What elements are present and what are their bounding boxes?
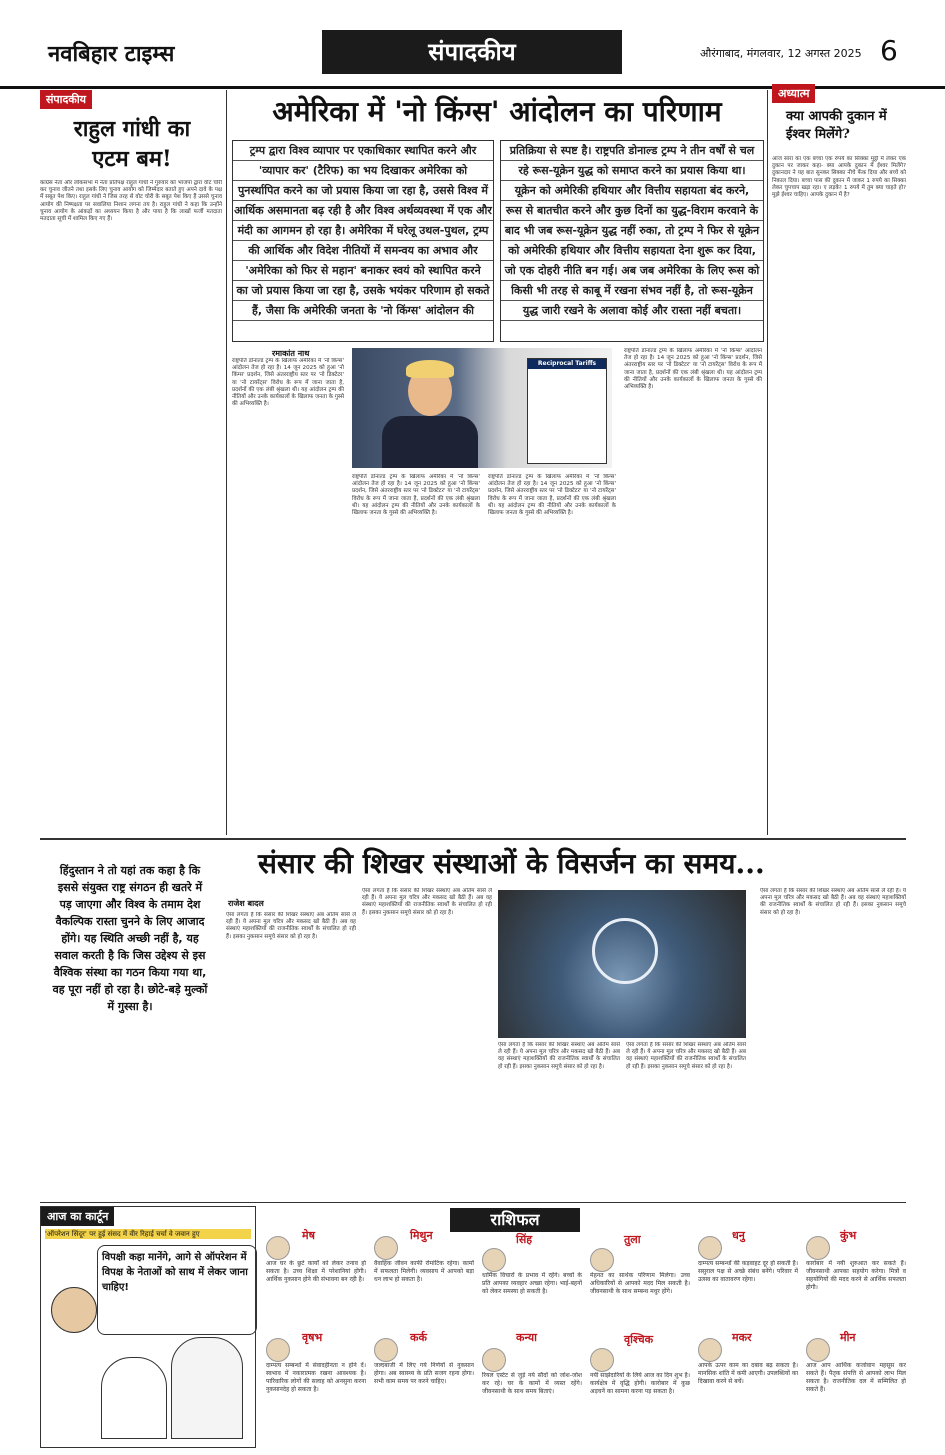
byline: रमाकांत नाथ	[272, 349, 310, 358]
rashi-text: जल्दबाजी में लिए गये निर्णयों से नुकसान होगा। अब स्वास्थ्य के प्रति सजग रहना होगा। सभी काम समय पर करने चाहिए।	[374, 1362, 474, 1385]
virgo-icon	[482, 1348, 506, 1372]
rashi-text: रियल एस्टेट से जुड़े नये सौदों को जोश-जोश कर रहे। घर के कामों में व्यस्त रहेंगे। जीवनसाथी के साथ समय बिताएं।	[482, 1372, 582, 1395]
rashi-text: धार्मिक विचारों के प्रभाव में रहेंगे। बच्चों के प्रति आपका व्यवहार अच्छा रहेगा। भाई-बहनों को लेकर समस्या हो सकती है।	[482, 1272, 582, 1295]
rashi-text: मेहनत का सार्थक परिणाम मिलेगा। उच्च अधिकारियों से आपको मदद मिल सकती है। जीवनसाथी के साथ सम्बन्ध मधुर होंगे।	[590, 1272, 690, 1295]
main-body-2: राष्ट्रपति डोनाल्ड ट्रम्प के खिलाफ अमेरिका में 'नो किंग्स' आंदोलन तेज हो रहा है। 14 जून 2025 को हुआ 'नो किंग्स' प्रदर्शन, जिसे अंतरराष्ट्रीय स्तर पर 'नो डिक्टेटर' या 'नो टायरेंट्स' विरोध के रूप में जाना जाता है, प्रदर्शनों की एक लंबी श्रृंखला थी। यह आंदोलन ट्रम्प की नीतियों और उनके कार्यकालों के खिलाफ जनता के गुस्से की अभिव्यक्ति है।	[352, 474, 480, 517]
highlight-line: रूस से बातचीत करने और कुछ दिनों का युद्ध-विराम करवाने के	[501, 201, 763, 221]
second-body-2: ऐसा लगता है कि संसार की शिखर संस्थाएं अब अंतिम सांसें ले रही हैं। ये अपना मूल चरित्र और मकसद खो बैठी हैं। अब वह संस्थाएं महाशक्तियों की राजनीतिक स्वार्थों के संचालित हो रही हैं। इसका नुकसान समूचे संसार को हो रहा है।	[362, 888, 492, 916]
rashi-name: मेष	[302, 1229, 315, 1242]
main-body-1: राष्ट्रपति डोनाल्ड ट्रम्प के खिलाफ अमेरिका में 'नो किंग्स' आंदोलन तेज हो रहा है। 14 जून 2025 को हुआ 'नो किंग्स' प्रदर्शन, जिसे अंतरराष्ट्रीय स्तर पर 'नो डिक्टेटर' या 'नो टायरेंट्स' विरोध के रूप में जाना जाता है, प्रदर्शनों की एक लंबी श्रृंखला थी। यह आंदोलन ट्रम्प की नीतियों और उनके कार्यकालों के खिलाफ जनता के गुस्से की अभिव्यक्ति है।	[232, 358, 344, 408]
highlight-line: पुनर्स्थापित करने का जो प्रयास किया जा रहा है, उससे विश्व में	[233, 181, 493, 201]
left-editorial	[40, 90, 222, 835]
pisces-icon	[806, 1338, 830, 1362]
highlight-line: प्रतिक्रिया से स्पष्ट है। राष्ट्रपति डोनाल्ड ट्रम्प ने तीन वर्षों से चल	[501, 141, 763, 161]
right-headline: क्या आपकी दुकान में ईश्वर मिलेंगे?	[786, 109, 887, 142]
tariff-board-title: Reciprocal Tariffs	[528, 359, 606, 369]
aries-icon	[266, 1236, 290, 1260]
main-body-3: राष्ट्रपति डोनाल्ड ट्रम्प के खिलाफ अमेरिका में 'नो किंग्स' आंदोलन तेज हो रहा है। 14 जून 2025 को हुआ 'नो किंग्स' प्रदर्शन, जिसे अंतरराष्ट्रीय स्तर पर 'नो डिक्टेटर' या 'नो टायरेंट्स' विरोध के रूप में जाना जाता है, प्रदर्शनों की एक लंबी श्रृंखला थी। यह आंदोलन ट्रम्प की नीतियों और उनके कार्यकालों के खिलाफ जनता के गुस्से की अभिव्यक्ति है।	[488, 474, 616, 517]
highlight-line: को अमेरिकी हथियार और वित्तीय सहायता देना शुरू कर दिया,	[501, 241, 763, 261]
divider	[767, 90, 768, 835]
sagittarius-icon	[698, 1236, 722, 1260]
section-tag: संपादकीय	[40, 90, 92, 109]
rashifal-title: राशिफल	[450, 1208, 580, 1232]
rashi-name: तुला	[624, 1233, 641, 1246]
highlight-line: ट्रम्प द्वारा विश्व व्यापार पर एकाधिकार स्थापित करने और	[233, 141, 493, 161]
cartoon-box	[40, 1206, 256, 1448]
libra-icon	[590, 1248, 614, 1272]
highlight-line: का जो प्रयास किया जा रहा है, उसके भयंकर परिणाम हो सकते	[233, 281, 493, 301]
second-body-5: ऐसा लगता है कि संसार की शिखर संस्थाएं अब अंतिम सांसें ले रही हैं। ये अपना मूल चरित्र और मकसद खो बैठी हैं। अब वह संस्थाएं महाशक्तियों की राजनीतिक स्वार्थों के संचालित हो रही हैं। इसका नुकसान समूचे संसार को हो रहा है।	[760, 888, 906, 916]
cartoon-caption: 'ऑपरेशन सिंदूर' पर हुई संसद में वीर रिहाई चर्चा वे जवान हुए	[45, 1229, 251, 1239]
masthead	[0, 0, 945, 89]
second-byline: राजेश बादल	[228, 899, 264, 908]
section-title: संपादकीय	[322, 30, 622, 74]
main-headline: अमेरिका में 'नो किंग्स' आंदोलन का परिणाम	[272, 95, 722, 128]
main-editorial	[232, 90, 762, 835]
highlight-line: 'अमेरिका को फिर से महान' बनाकर स्वयं को स्थापित करने	[233, 261, 493, 281]
rashifal-grid	[262, 1229, 906, 1446]
highlight-line: जो एक दोहरी नीति बन गई। अब जब अमेरिका के लिए रूस को	[501, 261, 763, 281]
highlight-line: मंदी का आगमन हो रहा है। अमेरिका में घरेलू उथल-पुथल, ट्रम्प	[233, 221, 493, 241]
aquarius-icon	[806, 1236, 830, 1260]
rashi-text: आज आप आर्थिक कर्जावान महसूस कर सकते हैं। पैतृक संपत्ति से आपको लाभ मिल सकता है। राजनीतिक दल में सम्मिलित हो सकते हैं।	[806, 1362, 906, 1393]
cancer-icon	[374, 1338, 398, 1362]
person-suit	[382, 416, 478, 468]
highlight-line: आर्थिक असमानता बढ़ रही है और विश्व अर्थव्यवस्था में एक और	[233, 201, 493, 221]
rashi-name: धनु	[732, 1229, 745, 1242]
rashi-name: वृश्चिक	[624, 1333, 654, 1346]
highlight-line: किसी भी तरह से काबू में रखना संभव नहीं है, तो रूस-यूक्रेन	[501, 281, 763, 301]
rashi-name: कर्क	[410, 1331, 427, 1344]
highlight-right	[500, 140, 764, 342]
highlight-line: यूक्रेन को अमेरिकी हथियार और वित्तीय सहायता बंद करने,	[501, 181, 763, 201]
speech-bubble: विपक्षी कहा मानेंगे, आगे से ऑपरेशन में विपक्ष के नेताओं को साथ में लेकर जाना चाहिए!	[97, 1245, 257, 1335]
pullquote: हिंदुस्तान ने तो यहां तक कहा है कि इससे संयुक्त राष्ट्र संगठन ही खतरे में पड़ जाएगा और विश्व के तमाम देश वैकल्पिक रास्ता चुनने के लिए आजाद होंगे। यह स्थिति अच्छी नहीं है, यह सवाल करती है कि जिस उद्देश्य से इस वैश्विक संस्था का गठन किया गया था, वह पूरा नहीं हो रहा है। छोटे-बड़े मुल्कों में गुस्सा है।	[52, 864, 208, 1013]
rashi-text: आपके ऊपर काम का दबाव बढ़ सकता है। मानसिक शांति में कमी आएगी। उपलब्धियों का दिखावा करने से बचें।	[698, 1362, 798, 1385]
rashi-name: कन्या	[516, 1331, 537, 1344]
divider	[226, 90, 227, 835]
issue-date: औरंगाबाद, मंगलवार, 12 अगस्त 2025	[700, 47, 862, 60]
newspaper-name: नवबिहार टाइम्स	[48, 41, 175, 67]
rashi-text: आज घर के छुटे कार्यों को लेकर तनाव हो सकता है। उच्च शिक्षा में परेशानियां होंगी। आर्थिक नुकसान होने की संभावना बन रही है।	[266, 1260, 366, 1283]
rashi-text: कारोबार में नयी शुरुआत कर सकते हैं। जीवनसाथी आपका सहयोग करेगा। मित्रों व सहयोगियों की मदद करने से आर्थिक सफलता होगी।	[806, 1260, 906, 1291]
page-number: 6	[880, 34, 898, 67]
taurus-icon	[266, 1338, 290, 1362]
right-body: आज सारा का एक बच्चा एक रुपये का सिक्का मुट्ठी में लेकर एक दुकान पर जाकर कहा- क्या आपके दुकान में ईश्वर मिलेंगे? दुकानदार ने यह बात सुनकर सिक्का नीचे फेंक दिया और बच्चे को निकाल दिया। बच्चा पास की दुकान में जाकर 1 रुपये का सिक्का लेकर चुपचाप खड़ा रहा। ए लड़के! 1 रुपये में तुम क्या चाहते हो? मुझे ईश्वर चाहिए। आपके दुकान में है?	[772, 156, 906, 199]
cartoon-figure-icon	[51, 1287, 97, 1333]
cartoon-figure-icon	[101, 1357, 167, 1439]
cartoon-figure-icon	[171, 1337, 243, 1439]
rashi-name: वृषभ	[302, 1331, 323, 1344]
highlight-line: 'व्यापार कर' (टैरिफ) का भय दिखाकर अमेरिका को	[233, 161, 493, 181]
rashi-name: मिथुन	[410, 1229, 433, 1242]
highlight-line: युद्ध जारी रखने के अलावा कोई और रास्ता नहीं बचता।	[501, 301, 763, 321]
rashi-name: सिंह	[516, 1233, 533, 1246]
un-emblem-icon	[592, 918, 658, 984]
rashi-text: नयी साझेदारियों के लिये आज का दिन शुभ है। कार्यक्षेत्र में वृद्धि होगी। कारोबार में कुछ अड़चनें का सामना करना पड़ सकता है।	[590, 1372, 690, 1395]
un-assembly-photo	[498, 890, 746, 1038]
left-headline: राहुल गांधी का एटम बम!	[73, 116, 191, 172]
section-divider	[40, 838, 906, 840]
second-body-4: ऐसा लगता है कि संसार की शिखर संस्थाएं अब अंतिम सांसें ले रही हैं। ये अपना मूल चरित्र और मकसद खो बैठी हैं। अब वह संस्थाएं महाशक्तियों की राजनीतिक स्वार्थों के संचालित हो रही हैं। इसका नुकसान समूचे संसार को हो रहा है।	[626, 1042, 746, 1070]
highlight-line: बाद भी जब रूस-यूक्रेन युद्ध नहीं रुका, तो ट्रम्प ने फिर से यूक्रेन	[501, 221, 763, 241]
cartoon-tag: आज का कार्टून	[41, 1207, 114, 1226]
rashi-text: वैवाहिक जीवन काफी रोमांटिक रहेगा। कामों में सफलता मिलेगी। व्यवसाय में आपको बड़ा धन लाभ हो सकता है।	[374, 1260, 474, 1283]
main-body-4: राष्ट्रपति डोनाल्ड ट्रम्प के खिलाफ अमेरिका में 'नो किंग्स' आंदोलन तेज हो रहा है। 14 जून 2025 को हुआ 'नो किंग्स' प्रदर्शन, जिसे अंतरराष्ट्रीय स्तर पर 'नो डिक्टेटर' या 'नो टायरेंट्स' विरोध के रूप में जाना जाता है, प्रदर्शनों की एक लंबी श्रृंखला थी। यह आंदोलन ट्रम्प की नीतियों और उनके कार्यकालों के खिलाफ जनता के गुस्से की अभिव्यक्ति है।	[624, 348, 762, 391]
left-body: कांग्रेस नेता और लोकसभा में नेता प्रतिपक्ष राहुल गांधी ने गुरुवार को भाजपा द्वारा वोट चोरी कर चुनाव जीतने तथा इसके लिए चुनाव आयोग को जिम्मेदार बताते हुए अपने दावे के पक्ष में सबूत पेश किए। राहुल गांधी ने जिस तरह से वोट चोरी के सबूत पेश किए हैं उससे चुनाव आयोग की निष्पक्षता पर सवालिया निशान लगना तय है। राहुल गांधी ने कहा कि उन्होंने चुनाव आयोग के आंकड़ों का अध्ययन किया है और पाया है कि लाखों फर्जी मतदाता मतदाता सूची में शामिल किए गए हैं।	[40, 180, 222, 223]
section-tag: अध्यात्म	[772, 84, 815, 103]
second-body-1: ऐसा लगता है कि संसार की शिखर संस्थाएं अब अंतिम सांसें ले रही हैं। ये अपना मूल चरित्र और मकसद खो बैठी हैं। अब वह संस्थाएं महाशक्तियों की राजनीतिक स्वार्थों के संचालित हो रही हैं। इसका नुकसान समूचे संसार को हो रहा है।	[226, 912, 356, 940]
highlight-line: रहे रूस-यूक्रेन युद्ध को समाप्त करने का प्रयास किया था।	[501, 161, 763, 181]
second-headline: संसार की शिखर संस्थाओं के विसर्जन का समय...	[258, 847, 765, 880]
highlight-line: की आर्थिक और विदेश नीतियों में समन्वय का अभाव और	[233, 241, 493, 261]
rashi-text: दाम्पत्य सम्बन्धों की कड़वाहट दूर हो सकती है। ससुराल पक्ष से अच्छे संबंध बनेंगे। परिवार में उत्सव का वातावरण रहेगा।	[698, 1260, 798, 1283]
trump-photo	[352, 348, 612, 468]
rashi-name: कुंभ	[840, 1229, 857, 1242]
rashi-name: मीन	[840, 1331, 856, 1344]
leo-icon	[482, 1248, 506, 1272]
rashi-text: दाम्पत्य सम्बन्धों में संवादहीनता न होने दें। स्वभाव में नकारात्मक रखना आवश्यक है। पारिवारिक लोगों की सलाह को अनसुना करना नुकसानदेह हो सकता है।	[266, 1362, 366, 1393]
gemini-icon	[374, 1236, 398, 1260]
tariff-board	[527, 358, 607, 464]
highlight-line: हैं, जैसा कि अमेरिकी जनता के 'नो किंग्स' आंदोलन की	[233, 301, 493, 321]
person-hair	[406, 360, 454, 378]
right-column	[772, 84, 906, 834]
second-body-3: ऐसा लगता है कि संसार की शिखर संस्थाएं अब अंतिम सांसें ले रही हैं। ये अपना मूल चरित्र और मकसद खो बैठी हैं। अब वह संस्थाएं महाशक्तियों की राजनीतिक स्वार्थों के संचालित हो रही हैं। इसका नुकसान समूचे संसार को हो रहा है।	[498, 1042, 620, 1070]
section-divider	[40, 1202, 906, 1203]
capricorn-icon	[698, 1338, 722, 1362]
rashi-name: मकर	[732, 1331, 752, 1344]
scorpio-icon	[590, 1348, 614, 1372]
highlight-left	[232, 140, 494, 342]
